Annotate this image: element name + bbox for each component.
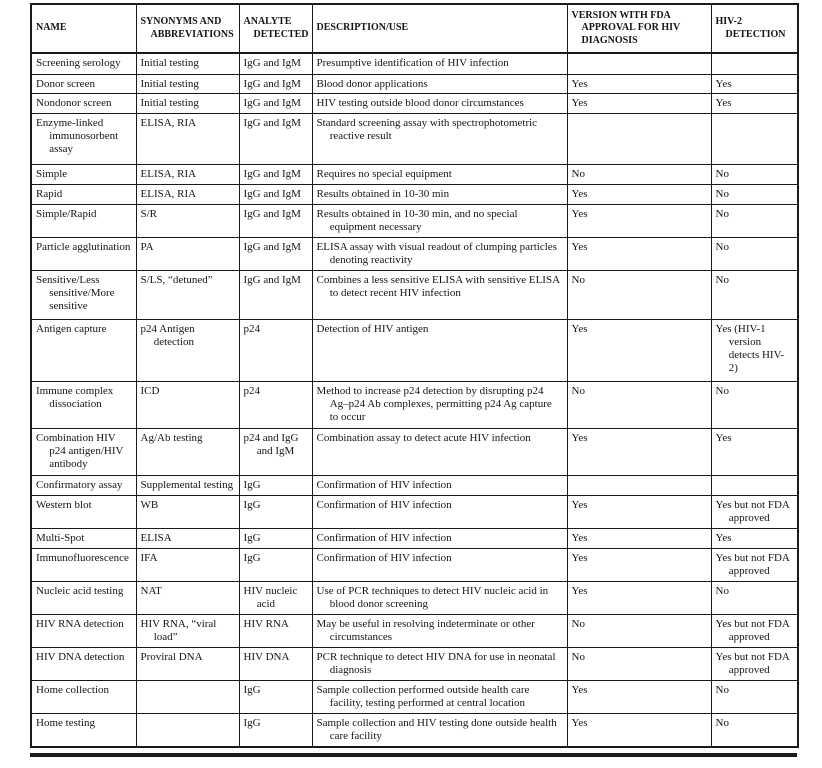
cell-text: Sample collection performed outside health care facility, testing performed at central location <box>316 683 530 709</box>
cell-text: IgG and IgM <box>243 274 301 287</box>
cell-text: ELISA, RIA <box>140 117 197 130</box>
cell-text: ELISA assay with visual readout of clumping particles denoting reactivity <box>316 241 557 267</box>
table-body <box>31 53 798 747</box>
cell-text: Confirmation of HIV infection <box>316 552 452 565</box>
cell-text: Yes <box>571 77 588 90</box>
column-header-analyte <box>239 4 312 53</box>
cell-text: Enzyme-linked immunosorbent assay <box>36 117 119 156</box>
cell-name <box>31 496 136 529</box>
cell-synonyms <box>136 582 239 615</box>
cell-hiv2 <box>711 429 798 476</box>
cell-name <box>31 53 136 74</box>
cell-fda-approval <box>567 53 711 74</box>
cell-text: Multi-Spot <box>36 532 85 545</box>
table-row <box>31 429 798 476</box>
cell-analyte <box>239 238 312 271</box>
cell-description <box>312 382 567 429</box>
cell-analyte <box>239 680 312 713</box>
cell-text: Confirmation of HIV infection <box>316 532 452 545</box>
cell-description <box>312 429 567 476</box>
cell-description <box>312 205 567 238</box>
cell-text: IgG <box>243 532 261 545</box>
cell-text: IgG <box>243 683 261 696</box>
cell-text: IgG <box>243 499 261 512</box>
cell-analyte <box>239 429 312 476</box>
cell-hiv2 <box>711 94 798 114</box>
cell-text: HIV RNA <box>243 618 289 630</box>
cell-text: No <box>715 716 729 729</box>
cell-name <box>31 320 136 382</box>
cell-analyte <box>239 382 312 429</box>
cell-text: Combines a less sensitive ELISA with sensitive ELISA to detect recent HIV infection <box>316 274 560 300</box>
cell-text: No <box>571 385 585 398</box>
cell-name <box>31 238 136 271</box>
cell-description <box>312 271 567 320</box>
table-row <box>31 582 798 615</box>
cell-fda-approval <box>567 680 711 713</box>
cell-description <box>312 165 567 185</box>
cell-text: IFA <box>140 552 158 565</box>
cell-hiv2 <box>711 582 798 615</box>
cell-description <box>312 74 567 94</box>
cell-text: IgG <box>243 479 261 492</box>
table-row <box>31 496 798 529</box>
cell-text: Particle agglutination <box>36 241 131 254</box>
cell-analyte <box>239 185 312 205</box>
cell-text: Initial testing <box>140 97 199 110</box>
cell-fda-approval <box>567 114 711 165</box>
cell-description <box>312 680 567 713</box>
cell-fda-approval <box>567 713 711 746</box>
table-row <box>31 549 798 582</box>
cell-description <box>312 320 567 382</box>
cell-description <box>312 713 567 746</box>
cell-synonyms <box>136 529 239 549</box>
cell-text: Yes but not FDA approved <box>715 650 790 676</box>
cell-text: Yes <box>715 77 732 90</box>
cell-text: Proviral DNA <box>140 650 203 663</box>
cell-text: Yes <box>571 552 588 565</box>
cell-name <box>31 615 136 648</box>
cell-fda-approval <box>567 320 711 382</box>
cell-hiv2 <box>711 114 798 165</box>
cell-synonyms <box>136 185 239 205</box>
cell-text: HIV DNA detection <box>36 650 125 663</box>
cell-fda-approval <box>567 647 711 680</box>
cell-text: ICD <box>140 385 160 398</box>
cell-text: Yes <box>715 97 732 110</box>
cell-text: No <box>715 168 729 181</box>
cell-text: p24 <box>243 323 260 336</box>
cell-name <box>31 165 136 185</box>
cell-text: IgG <box>243 716 261 729</box>
cell-hiv2 <box>711 496 798 529</box>
cell-synonyms <box>136 320 239 382</box>
cell-synonyms <box>136 680 239 713</box>
cell-text: IgG and IgM <box>243 168 301 181</box>
cell-analyte <box>239 713 312 746</box>
cell-text: No <box>715 188 729 201</box>
cell-name <box>31 713 136 746</box>
column-header-fda-approval <box>567 4 711 53</box>
cell-synonyms <box>136 429 239 476</box>
cell-text: Yes <box>571 188 588 201</box>
cell-text: p24 <box>243 385 260 398</box>
cell-text: No <box>715 208 729 221</box>
cell-analyte <box>239 549 312 582</box>
column-header-synonyms <box>136 4 239 53</box>
cell-text: Sensitive/Less sensitive/More sensitive <box>36 274 115 313</box>
cell-text: IgG and IgM <box>243 77 301 90</box>
cell-text: Home collection <box>36 683 110 696</box>
cell-fda-approval <box>567 476 711 496</box>
table-header <box>31 4 798 53</box>
column-header-name <box>31 4 136 53</box>
cell-text: Immune complex dissociation <box>36 385 114 411</box>
cell-hiv2 <box>711 549 798 582</box>
cell-text: ELISA, RIA <box>140 188 197 201</box>
cell-hiv2 <box>711 615 798 648</box>
cell-hiv2 <box>711 74 798 94</box>
cell-name <box>31 582 136 615</box>
cell-text: Combination assay to detect acute HIV infection <box>316 432 531 445</box>
cell-text: S/LS, “detuned” <box>140 274 213 287</box>
cell-text: Yes (HIV-1 version detects HIV-2) <box>715 323 785 375</box>
cell-synonyms <box>136 647 239 680</box>
cell-text: IgG and IgM <box>243 117 301 130</box>
cell-description <box>312 94 567 114</box>
cell-analyte <box>239 114 312 165</box>
cell-synonyms <box>136 205 239 238</box>
cell-synonyms <box>136 382 239 429</box>
cell-text: No <box>715 385 729 398</box>
cell-synonyms <box>136 549 239 582</box>
cell-text: Yes but not FDA approved <box>715 618 790 643</box>
cell-text: No <box>571 168 585 181</box>
cell-fda-approval <box>567 496 711 529</box>
table-row <box>31 53 798 74</box>
cell-analyte <box>239 165 312 185</box>
cell-analyte <box>239 53 312 74</box>
cell-text: No <box>571 618 585 630</box>
cell-synonyms <box>136 713 239 746</box>
cell-synonyms <box>136 238 239 271</box>
cell-synonyms <box>136 615 239 648</box>
column-header-description <box>312 4 567 53</box>
cell-text: Rapid <box>36 188 63 201</box>
cell-text: Yes <box>571 241 588 254</box>
table-row <box>31 680 798 713</box>
cell-hiv2 <box>711 713 798 746</box>
cell-analyte <box>239 476 312 496</box>
cell-synonyms <box>136 165 239 185</box>
cell-text: Use of PCR techniques to detect HIV nucleic acid in blood donor screening <box>316 585 549 611</box>
cell-description <box>312 549 567 582</box>
cell-text: Yes but not FDA approved <box>715 552 790 578</box>
cell-fda-approval <box>567 582 711 615</box>
cell-text: Combination HIV p24 antigen/HIV antibody <box>36 432 124 471</box>
cell-fda-approval <box>567 165 711 185</box>
cell-name <box>31 549 136 582</box>
cell-synonyms <box>136 114 239 165</box>
cell-description <box>312 647 567 680</box>
cell-analyte <box>239 582 312 615</box>
table-row <box>31 529 798 549</box>
cell-text: Method to increase p24 detection by disrupting p24 Ag–p24 Ab complexes, permitting p24 Ag capture to occur <box>316 385 552 424</box>
cell-description <box>312 496 567 529</box>
cell-fda-approval <box>567 615 711 648</box>
cell-text: Results obtained in 10-30 min, and no special equipment necessary <box>316 208 518 234</box>
cell-description <box>312 185 567 205</box>
cell-analyte <box>239 74 312 94</box>
table-row <box>31 74 798 94</box>
cell-name <box>31 476 136 496</box>
table-row <box>31 615 798 648</box>
column-header-label: HIV-2 DETECTION <box>715 16 786 40</box>
table-row <box>31 205 798 238</box>
cell-synonyms <box>136 74 239 94</box>
cell-text: Nondonor screen <box>36 97 112 110</box>
cell-name <box>31 94 136 114</box>
cell-fda-approval <box>567 429 711 476</box>
cell-text: IgG and IgM <box>243 97 301 110</box>
cell-description <box>312 615 567 648</box>
cell-text: IgG and IgM <box>243 208 301 221</box>
cell-text: Initial testing <box>140 57 199 69</box>
cell-text: PCR technique to detect HIV DNA for use in neonatal diagnosis <box>316 650 556 676</box>
cell-text: Simple/Rapid <box>36 208 97 221</box>
table-row <box>31 165 798 185</box>
cell-fda-approval <box>567 205 711 238</box>
cell-text: Standard screening assay with spectrophotometric reactive result <box>316 117 538 143</box>
cell-name <box>31 74 136 94</box>
column-header-hiv2-detection <box>711 4 798 53</box>
cell-text: No <box>571 650 585 663</box>
cell-text: IgG and IgM <box>243 57 301 69</box>
cell-hiv2 <box>711 165 798 185</box>
cell-hiv2 <box>711 185 798 205</box>
column-header-label: NAME <box>36 22 67 34</box>
cell-text: S/R <box>140 208 158 221</box>
cell-synonyms <box>136 496 239 529</box>
cell-name <box>31 680 136 713</box>
cell-text: Yes but not FDA approved <box>715 499 790 525</box>
cell-description <box>312 529 567 549</box>
cell-text: Yes <box>715 432 732 445</box>
cell-fda-approval <box>567 382 711 429</box>
cell-text: WB <box>140 499 159 512</box>
cell-hiv2 <box>711 647 798 680</box>
cell-text: HIV nucleic acid <box>243 585 298 611</box>
cell-text: HIV RNA detection <box>36 618 124 630</box>
column-header-label: SYNONYMS AND ABBREVIATIONS <box>140 16 234 40</box>
cell-name <box>31 529 136 549</box>
cell-text: Yes <box>571 585 588 598</box>
cell-hiv2 <box>711 271 798 320</box>
cell-text: HIV RNA, “viral load” <box>140 618 217 643</box>
cell-fda-approval <box>567 94 711 114</box>
cell-text: No <box>571 274 585 287</box>
cell-text: IgG and IgM <box>243 188 301 201</box>
cell-text: NAT <box>140 585 162 598</box>
cell-fda-approval <box>567 549 711 582</box>
cell-text: Antigen capture <box>36 323 107 336</box>
cell-hiv2 <box>711 53 798 74</box>
cell-analyte <box>239 205 312 238</box>
cell-synonyms <box>136 476 239 496</box>
cell-text: Yes <box>571 323 588 336</box>
cell-text: PA <box>140 241 154 254</box>
cell-description <box>312 582 567 615</box>
cell-text: No <box>715 585 729 598</box>
cell-text: Screening serology <box>36 57 121 69</box>
cell-hiv2 <box>711 320 798 382</box>
cell-text: IgG and IgM <box>243 241 301 254</box>
cell-text: Yes <box>571 683 588 696</box>
cell-text: Results obtained in 10-30 min <box>316 188 450 201</box>
cell-text: Supplemental testing <box>140 479 234 492</box>
cell-analyte <box>239 320 312 382</box>
cell-text: Yes <box>571 432 588 445</box>
cell-text: Simple <box>36 168 68 181</box>
cell-name <box>31 271 136 320</box>
cell-name <box>31 429 136 476</box>
cell-text: Yes <box>571 97 588 110</box>
cell-text: Presumptive identification of HIV infection <box>316 57 509 69</box>
cell-hiv2 <box>711 205 798 238</box>
column-header-label: VERSION WITH FDA APPROVAL FOR HIV DIAGNOSIS <box>571 9 681 46</box>
cell-text: No <box>715 274 729 287</box>
cell-fda-approval <box>567 529 711 549</box>
cell-text: HIV DNA <box>243 650 290 663</box>
cell-text: HIV testing outside blood donor circumstances <box>316 97 524 110</box>
cell-name <box>31 205 136 238</box>
cell-fda-approval <box>567 271 711 320</box>
cell-text: ELISA <box>140 532 172 545</box>
cell-text: p24 and IgG and IgM <box>243 432 299 458</box>
cell-hiv2 <box>711 680 798 713</box>
table-row <box>31 114 798 165</box>
cell-fda-approval <box>567 74 711 94</box>
bottom-rule <box>30 753 797 757</box>
cell-text: Immunofluorescence <box>36 552 129 565</box>
table-row <box>31 271 798 320</box>
cell-text: p24 Antigen detection <box>140 323 195 349</box>
cell-fda-approval <box>567 185 711 205</box>
cell-text: Requires no special equipment <box>316 168 452 181</box>
cell-text: IgG <box>243 552 261 565</box>
cell-text: Donor screen <box>36 77 95 90</box>
cell-description <box>312 476 567 496</box>
cell-text: No <box>715 241 729 254</box>
cell-synonyms <box>136 271 239 320</box>
cell-text: Yes <box>571 208 588 221</box>
cell-text: Yes <box>571 532 588 545</box>
cell-text: Detection of HIV antigen <box>316 323 429 336</box>
cell-text: Western blot <box>36 499 92 512</box>
cell-description <box>312 53 567 74</box>
table-row <box>31 94 798 114</box>
table-row <box>31 713 798 746</box>
cell-text: ELISA, RIA <box>140 168 197 181</box>
cell-text: Yes <box>715 532 732 545</box>
table-row <box>31 320 798 382</box>
cell-text: Blood donor applications <box>316 77 428 90</box>
cell-analyte <box>239 496 312 529</box>
cell-hiv2 <box>711 476 798 496</box>
table-row <box>31 238 798 271</box>
cell-analyte <box>239 271 312 320</box>
cell-hiv2 <box>711 529 798 549</box>
cell-text: Initial testing <box>140 77 199 90</box>
hiv-test-methods-table <box>30 3 799 748</box>
cell-hiv2 <box>711 238 798 271</box>
cell-analyte <box>239 647 312 680</box>
cell-text: Confirmation of HIV infection <box>316 499 452 512</box>
cell-name <box>31 185 136 205</box>
table-row <box>31 185 798 205</box>
header-row <box>31 4 798 53</box>
cell-text: Yes <box>571 499 588 512</box>
cell-text: Home testing <box>36 716 95 729</box>
cell-text: Ag/Ab testing <box>140 432 203 445</box>
cell-text: Confirmation of HIV infection <box>316 479 452 492</box>
cell-text: Yes <box>571 716 588 729</box>
column-header-label: DESCRIPTION/USE <box>316 22 409 34</box>
cell-synonyms <box>136 53 239 74</box>
cell-name <box>31 647 136 680</box>
table-row <box>31 476 798 496</box>
cell-analyte <box>239 529 312 549</box>
cell-text: Nucleic acid testing <box>36 585 124 598</box>
table-row <box>31 647 798 680</box>
cell-synonyms <box>136 94 239 114</box>
cell-hiv2 <box>711 382 798 429</box>
table-row <box>31 382 798 429</box>
column-header-label: ANALYTE DETECTED <box>243 16 309 40</box>
cell-text: Sample collection and HIV testing done outside health care facility <box>316 716 557 742</box>
cell-description <box>312 238 567 271</box>
cell-analyte <box>239 615 312 648</box>
cell-text: Confirmatory assay <box>36 479 123 492</box>
cell-text: May be useful in resolving indeterminate or other circumstances <box>316 618 535 643</box>
cell-fda-approval <box>567 238 711 271</box>
cell-text: No <box>715 683 729 696</box>
cell-analyte <box>239 94 312 114</box>
cell-name <box>31 114 136 165</box>
cell-name <box>31 382 136 429</box>
cell-description <box>312 114 567 165</box>
